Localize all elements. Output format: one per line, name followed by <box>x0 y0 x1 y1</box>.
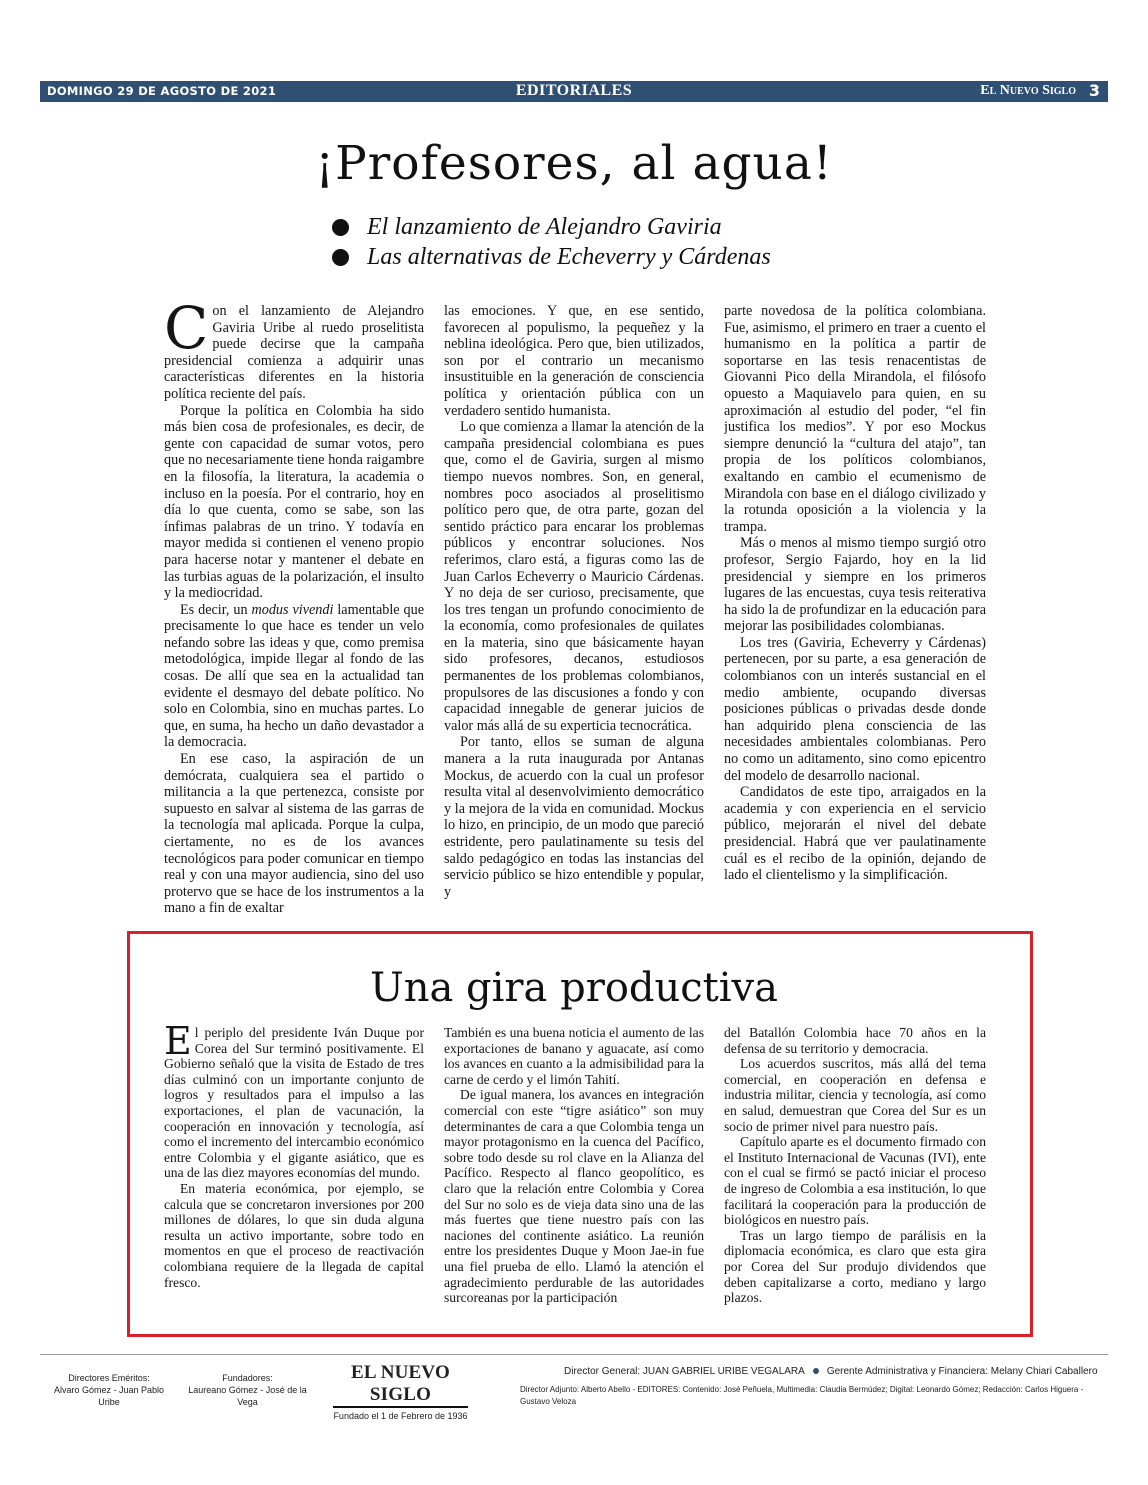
paragraph: Lo que comienza a llamar la atención de la campaña presidencial colombiana es pues que, como el de Gaviria, surgen al mismo tiempo nuevos nombres. Son, en general, nombres poco asociados al proselitismo político pero que, de otra parte, gozan del sentido práctico para encarar los problemas públicos y encontrar soluciones. Nos referimos, claro está, a figuras como las de Juan Carlos Echeverry o Mauricio Cárdenas. Y no deja de ser curioso, precisamente, que los tres tengan un profundo conocimiento de la economía, como profesionales de quilates en la materia, sino que básicamente hayan sido profesores, decanos, estudiosos permanentes de los problemas colombianos, propulsores de las discusiones a fondo y con capacidad innegable de generar juicios de valor más allá de su experticia tecnocrática. <box>444 419 704 734</box>
paragraph: Capítulo aparte es el documento firmado con el Instituto Internacional de Vacunas (IVI), ente con el cual se firmó se pactó iniciar el proceso de ingreso de Colombia a esa institución, lo que facilitará la cooperación para la producción de biológicos en nuestro país. <box>724 1134 986 1228</box>
paragraph: También es una buena noticia el aumento de las exportaciones de banano y aguacate, así como los avances en cuanto a la admisibilidad para la carne de cerdo y el limón Tahití. <box>444 1025 704 1087</box>
newspaper-logo: EL NUEVO SIGLO <box>333 1362 468 1408</box>
section-title: EDITORIALES <box>515 82 633 99</box>
paragraph: En materia económica, por ejemplo, se calcula que se concretaron inversiones por 200 millones de dólares, lo que sin duda alguna resulta un activo importante, sobre todo en momentos en que el proceso de reactivación colombiana requiere de la llegada de capital fresco. <box>164 1180 424 1290</box>
administrative-manager: Gerente Administrativa y Financiera: Melany Chiari Caballero <box>826 1366 1098 1377</box>
editorial-2-column-2 <box>444 1025 704 1315</box>
paragraph: Es decir, un modus vivendi lamentable que precisamente lo que hace es tender un velo nefando sobre las ideas y que, como premisa metodológica, impide llegar al fondo de las cosas. De allí que sea en la actualidad tan evidente el desmayo del debate político. No solo en Colombia, sino en muchas partes. Lo que, en suma, ha hecho un daño devastador a la democracia. <box>164 601 424 751</box>
editors-line: Director Adjunto: Alberto Abello - EDITORES: Contenido: José Peñuela, Multimedia: Claudia Bermúdez; Digital: Leonardo Gómez; Redacción: Carlos Higuera - Gustavo Veloza <box>520 1385 1084 1406</box>
paragraph: las emociones. Y que, en ese sentido, favorecen al populismo, la pequeñez y la neblina ideológica. Pero que, bien utilizados, son por el contrario un mecanismo insustituible en la generación de consciencia política y orientación pública con un verdadero sentido humanista. <box>444 303 704 419</box>
paragraph: parte novedosa de la política colombiana. Fue, asimismo, el primero en traer a cuento el humanismo en la política a partir de soportarse en las tesis renacentistas de Giovanni Pico della Mirandola, el filósofo opuesto a Maquiavelo para quien, en su aproximación al estudio del poder, “el fin justifica los medios”. Y por eso Mockus siempre denunció la “cultura del atajo”, tan propia de los políticos colombianos, exaltando en cambio el ecumenismo de Mirandola con base en el diálogo civilizado y la rotunda oposición a la violencia y la trampa. <box>724 303 986 535</box>
drop-cap: E <box>164 1025 192 1063</box>
separator-dot-icon <box>813 1368 819 1374</box>
footer-logo-block <box>333 1362 468 1422</box>
editorial-1-column-2 <box>444 303 704 933</box>
editorial-1-title: ¡Profesores, al agua! <box>315 136 833 191</box>
newspaper-brand: El Nuevo Siglo <box>980 83 1076 98</box>
drop-cap: C <box>164 303 209 362</box>
latin-phrase: modus vivendi <box>251 601 334 618</box>
editorial-1-column-3 <box>724 303 986 933</box>
founders: Fundadores: Laureano Gómez - José de la Vega <box>188 1373 307 1407</box>
emeritus-directors: Directores Eméritos: Alvaro Gómez - Juan Pablo Uribe <box>53 1373 165 1407</box>
bullet-dot-icon <box>332 219 349 236</box>
paragraph: De igual manera, los avances en integración comercial con este “tigre asiático” son muy determinantes de cara a que Colombia tenga un mayor protagonismo en la cuenca del Pacífico, sobre todo desde su rol clave en la Alianza del Pacífico. Respecto al flanco geopolítico, es claro que la relación entre Colombia y Corea del Sur no solo es de vieja data sino una de las más fuertes que tiene nuestro país con las naciones del continente asiático. La reunión entre los presidentes Duque y Moon Jae-in fue una fiel prueba de ello. Llamó la atención el agradecimiento perdurable de las autoridades surcoreanas por la participación <box>444 1087 704 1306</box>
paragraph: Más o menos al mismo tiempo surgió otro profesor, Sergio Fajardo, hoy en la lid presidencial y siempre en los primeros lugares de las encuestas, cuya tesis reiterativa ha sido la de profundizar en la educación para mejorar las posibilidades colombianas. <box>724 535 986 635</box>
editorial-1-column-1 <box>164 303 424 933</box>
summary-bullet: El lanzamiento de Alejandro Gaviria <box>332 212 771 242</box>
paragraph: El periplo del presidente Iván Duque por Corea del Sur terminó positivamente. El Gobierno señaló que la visita de Estado de tres días culminó con un importante conjunto de logros y resultados para el impulso a las exportaciones, el plan de vacunación, la cooperación en innovación y tecnología, así como el incremento del intercambio económico entre Colombia y el gigante asiático, que es una de las diez mayores economías del mundo. <box>164 1025 424 1181</box>
editorial-1-summary <box>332 212 771 272</box>
paragraph: Los tres (Gaviria, Echeverry y Cárdenas) pertenecen, por su parte, a esa generación de colombianos con un interés sustancial en el medio ambiente, ocupando diversas posiciones públicas o privadas desde donde han adquirido plena consciencia de las necesidades ambientales colombianas. Pero no como un aditamento, sino como epicentro del modelo de desarrollo nacional. <box>724 634 986 784</box>
paragraph: Por tanto, ellos se suman de alguna manera a la ruta inaugurada por Antanas Mockus, de acuerdo con la cual un profesor resulta vital al desenvolvimiento democrático y la mejora de la vida en comunidad. Mockus lo hizo, en principio, de un modo que pareció estridente, pero paulatinamente su tesis del saldo pedagógico en todas las instancias del servicio público se hizo entendible y popular, y <box>444 734 704 900</box>
bullet-dot-icon <box>332 249 349 266</box>
editorial-2-column-3 <box>724 1025 986 1315</box>
paragraph: Tras un largo tiempo de parálisis en la diplomacia económica, es claro que esta gira por Corea del Sur produjo dividendos que deben capitalizarse a corto, mediano y largo plazos. <box>724 1227 986 1306</box>
issue-date: DOMINGO 29 DE AGOSTO DE 2021 <box>47 84 277 98</box>
footer-divider <box>40 1354 1108 1355</box>
page-header-bar <box>40 81 1108 102</box>
paragraph: Porque la política en Colombia ha sido más bien cosa de profesionales, es decir, de gente con capacidad de sumar votos, pero que no necesariamente tiene honda raigambre en la filosofía, la literatura, la academia o incluso en la poesía. Por el contrario, hoy en día lo que cuenta, como se sabe, son las ínfimas palabras de un trino. Y todavía en mayor medida si contienen el veneno propio para hacerse notar y mantener el debate en las turbias aguas de la polarización, el insulto y la mediocridad. <box>164 402 424 602</box>
editorial-2-title: Una gira productiva <box>369 965 778 1011</box>
staff-credits <box>520 1366 1108 1408</box>
paragraph: del Batallón Colombia hace 70 años en la defensa de su territorio y democracia. <box>724 1025 986 1056</box>
page-number: 3 <box>1088 81 1100 100</box>
summary-bullet: Las alternativas de Echeverry y Cárdenas <box>332 242 771 272</box>
director-general: Director General: JUAN GABRIEL URIBE VEGALARA <box>564 1366 805 1377</box>
paragraph: Candidatos de este tipo, arraigados en la academia y con experiencia en el servicio público, mejorarán el nivel del debate presidencial. Habrá que ver paulatinamente cuál es el recibo de la opinión, dejando de lado el clientelismo y la simplificación. <box>724 784 986 884</box>
editorial-2-column-1 <box>164 1025 424 1315</box>
founded-date: Fundado el 1 de Febrero de 1936 <box>333 1411 468 1421</box>
paragraph: En ese caso, la aspiración de un demócrata, cualquiera sea el partido o militancia a la que pertenezca, consiste por supuesto en salvar al sistema de las garras de la tecnología mal aplicada. Porque la culpa, ciertamente, no es de los avances tecnológicos para poder comunicar en tiempo real y con una mayor audiencia, sino del uso protervo que se hace de los instrumentos a la mano a fin de exaltar <box>164 751 424 917</box>
paragraph: Con el lanzamiento de Alejandro Gaviria Uribe al ruedo proselitista puede decirse que la campaña presidencial comienza a adquirir unas características diferentes en la historia política reciente del país. <box>164 303 424 402</box>
paragraph: Los acuerdos suscritos, más allá del tema comercial, en cooperación en defensa e industria militar, ciencia y tecnología, así como en salud, demuestran que Corea del Sur es un socio de primer nivel para nuestro país. <box>724 1056 986 1134</box>
